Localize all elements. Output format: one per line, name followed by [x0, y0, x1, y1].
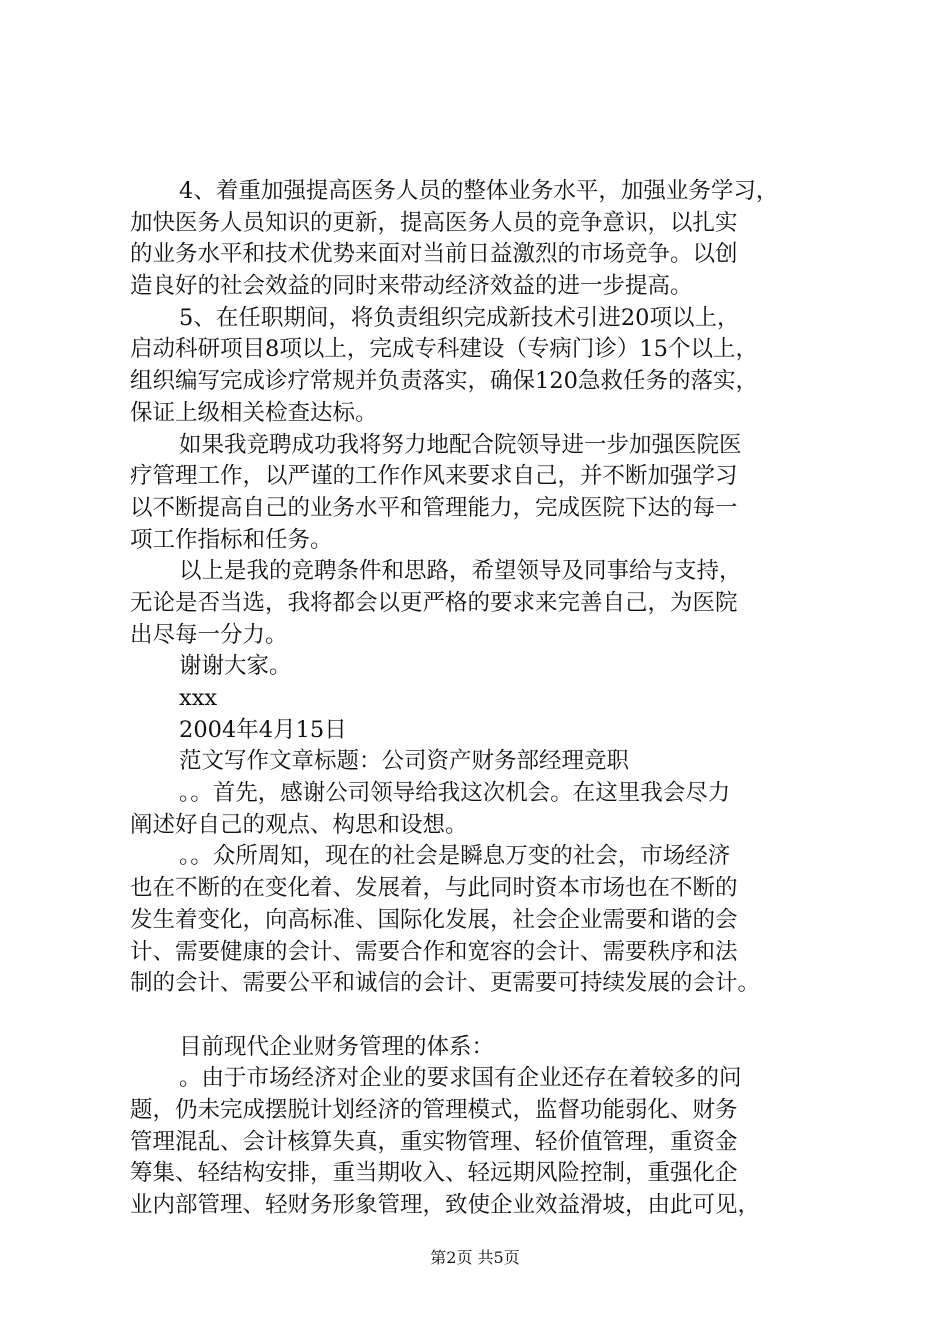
text-line: 以上是我的竞聘条件和思路，希望领导及同事给与支持， [179, 558, 742, 585]
text-line: 以不断提高自己的业务水平和管理能力，完成医院下达的每一 [130, 494, 738, 521]
text-line: 组织编写完成诊疗常规并负责落实，确保120急救任务的落实， [130, 368, 758, 395]
text-line: 也在不断的在变化着、发展着，与此同时资本市场也在不断的 [130, 875, 738, 902]
text-line: 谢谢大家。 [179, 653, 292, 680]
text-line: 项工作指标和任务。 [130, 526, 333, 553]
text-line: 。由于市场经济对企业的要求国有企业还存在着较多的问 [179, 1065, 742, 1092]
text-line: 目前现代企业财务管理的体系： [179, 1033, 495, 1060]
text-line: 5、在任职期间，将负责组织完成新技术引进20项以上， [179, 304, 740, 331]
text-line: 造良好的社会效益的同时来带动经济效益的进一步提高。 [130, 273, 693, 300]
document-body [130, 176, 852, 1222]
text-line: 如果我竞聘成功我将努力地配合院领导进一步加强医院医 [179, 431, 742, 458]
text-line: 题，仍未完成摆脱计划经济的管理模式，监督功能弱化、财务 [130, 1096, 738, 1123]
text-line: 筹集、轻结构安排，重当期收入、轻远期风险控制，重强化企 [130, 1160, 738, 1187]
text-line: 4、着重加强提高医务人员的整体业务水平，加强业务学习， [179, 178, 779, 204]
text-line: 保证上级相关检查达标。 [130, 399, 378, 426]
text-line: 管理混乱、会计核算失真，重实物管理、轻价值管理，重资金 [130, 1128, 738, 1155]
text-line: 加快医务人员知识的更新，提高医务人员的竞争意识，以扎实 [130, 209, 738, 236]
text-line: 疗管理工作，以严谨的工作作风来要求自己，并不断加强学习 [130, 463, 738, 490]
blank-line [130, 1000, 852, 1032]
text-line: 。。首先，感谢公司领导给我这次机会。在这里我会尽力 [179, 780, 731, 807]
text-line: 阐述好自己的观点、构思和设想。 [130, 811, 468, 838]
text-line: 无论是否当选，我将都会以更严格的要求来完善自己，为医院 [130, 589, 738, 616]
page-number-footer: 第2页 共5页 [430, 1248, 520, 1267]
text-line: 计、需要健康的会计、需要合作和宽容的会计、需要秩序和法 [130, 938, 738, 965]
text-line: 。。众所周知，现在的社会是瞬息万变的社会，市场经济 [179, 843, 731, 870]
text-line: 发生着变化，向高标准、国际化发展，社会企业需要和谐的会 [130, 906, 738, 933]
text-line: 启动科研项目8项以上，完成专科建设（专病门诊）15个以上， [130, 336, 758, 363]
text-line: xxx [179, 685, 218, 711]
text-line: 2004年4月15日 [179, 716, 347, 743]
text-line: 的业务水平和技术优势来面对当前日益激烈的市场竞争。以创 [130, 241, 738, 268]
text-line: 出尽每一分力。 [130, 621, 288, 648]
text-line: 制的会计、需要公平和诚信的会计、更需要可持续发展的会计。 [130, 970, 761, 997]
text-line: 业内部管理、轻财务形象管理，致使企业效益滑坡，由此可见， [130, 1192, 761, 1218]
text-line: 范文写作文章标题：公司资产财务部经理竞职 [179, 748, 630, 775]
